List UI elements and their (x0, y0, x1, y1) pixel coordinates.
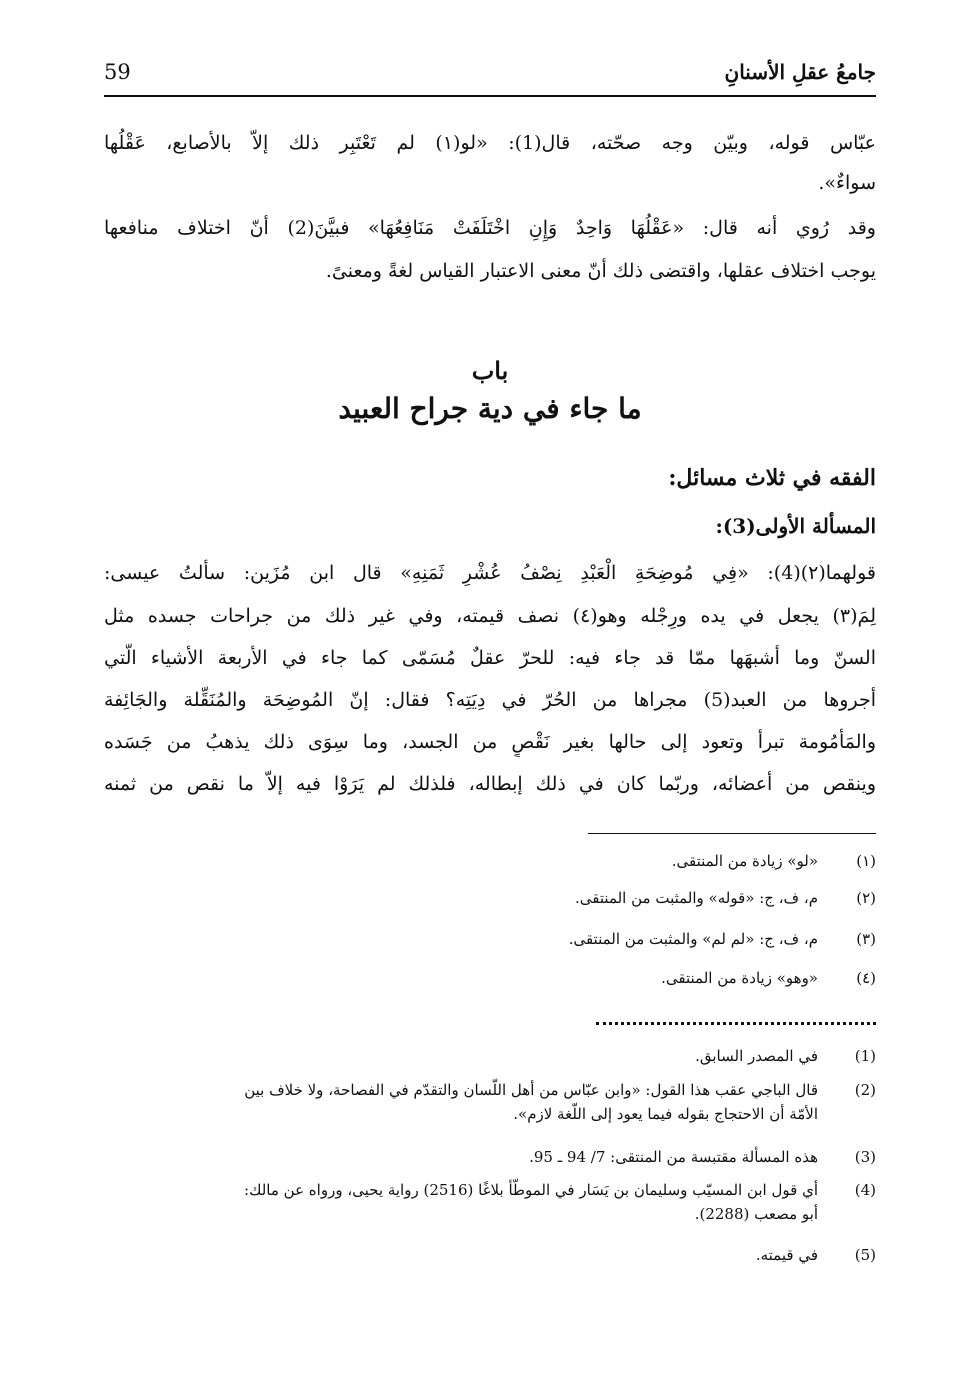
footnote-number: (٢) (856, 889, 876, 907)
footnote-text: في قيمته. (755, 1246, 818, 1264)
footnote-text: أي قول ابن المسيّب وسليمان بن يَسَار في الموطّأ بلاغًا (2516) رواية يحيى، ورواه عن مالك: (244, 1181, 818, 1199)
text-line: وقد رُوي أنه قال: «عَقْلُهَا وَاحِدٌ وَإِنِ اخْتَلَفَتْ مَنَافِعُهَا» فبيَّنَ(2) أنّ اختلاف منافعها (104, 217, 876, 239)
text-line: والمَأْمُومة تبرأ وتعود إلى حالها بغير نَقْصٍ من الجسد، وما سِوَى ذلك يذهبُ من جَسَده (104, 731, 876, 753)
dotted-separator (596, 1022, 876, 1025)
text-line: قولهما(٢)(4): «فِي مُوضِحَةِ الْعَبْدِ نِصْفُ عُشْرِ ثَمَنِهِ» قال ابن مُزَين: سألتُ عيسى: (104, 562, 876, 584)
bab-title: ما جاء في دية جراح العبيد (338, 392, 642, 425)
footnote-item (104, 886, 876, 910)
text-line: لِمَ(٣) يجعل في يده ورِجْله وهو(٤) نصف قيمته، وفي غير ذلك من جراحات جسده مثل (104, 605, 876, 627)
footnote-item (104, 927, 876, 951)
footnote-text: قال الباجي عقب هذا القول: «وابن عبّاس من أهل اللّسان والتقدّم في الفصاحة، ولا خلاف بين (244, 1081, 818, 1099)
footnote-number: (٣) (856, 930, 876, 948)
header-rule (104, 95, 876, 97)
footnote-number: (4) (854, 1181, 876, 1199)
footnote-text: «وهو» زيادة من المنتقى. (661, 969, 818, 987)
text-line: وينقص من أعضائه، وربّما كان في ذلك إبطاله، فلذلك لم يَرَوْا فيه إلاّ ما نقص من ثمنه (104, 773, 876, 795)
footnote-text-continued: أبو مصعب (2288). (694, 1205, 818, 1223)
footnote-number: (٤) (856, 969, 876, 987)
book-title: جامعُ عقلِ الأسنانِ (724, 60, 876, 84)
footnote-number: (١) (856, 852, 876, 870)
footnote-item (104, 1145, 876, 1169)
text-line: السنّ وما أشبهَها ممّا قد جاء فيه: للحرّ عقلٌ مُسَمّى كما جاء في الأربعة الأشياء الّتي (104, 647, 876, 669)
running-header (104, 58, 876, 92)
text-line: سواءٌ». (818, 172, 876, 194)
footnote-item (104, 1078, 876, 1126)
footnote-item (104, 1243, 876, 1267)
footnote-item (104, 1178, 876, 1226)
footnote-text: م، ف، ج: «قوله» والمثبت من المنتقى. (575, 889, 818, 907)
footnote-number: (5) (854, 1246, 876, 1264)
footnote-text: في المصدر السابق. (695, 1047, 818, 1065)
masala-heading: المسألة الأولى(3): (715, 514, 876, 538)
footnote-number: (3) (854, 1148, 876, 1166)
fiqh-heading: الفقه في ثلاث مسائل: (668, 465, 876, 491)
bab-label: باب (471, 356, 509, 385)
footnote-item (104, 1044, 876, 1068)
text-line: عبّاس قوله، وبيّن وجه صحّته، قال(1): «لو(١) لم تَعْتَبِر ذلك إلاّ بالأصابع، عَقْلُها (104, 132, 876, 154)
footnote-item (104, 966, 876, 990)
text-line: أجروها من العبد(5) مجراها من الحُرّ في دِيَتِه؟ فقال: إنّ المُوضِحَة والمُنَقِّلة والجَائِفة (104, 689, 876, 711)
footnote-number: (1) (854, 1047, 876, 1065)
footnote-text: هذه المسألة مقتبسة من المنتقى: 7/ 94 ـ 95. (529, 1148, 818, 1166)
footnote-text-continued: الأمّة أن الاحتجاج بقوله فيما يعود إلى اللّغة لازم». (513, 1105, 818, 1123)
footnote-separator (588, 833, 876, 834)
page-number: 59 (104, 60, 131, 84)
footnote-number: (2) (854, 1081, 876, 1099)
footnote-item (104, 849, 876, 873)
footnote-text: م، ف، ج: «لم لم» والمثبت من المنتقى. (568, 930, 818, 948)
text-line: يوجب اختلاف عقلها، واقتضى ذلك أنّ معنى الاعتبار القياس لغةً ومعنىً. (325, 260, 876, 282)
footnote-text: «لو» زيادة من المنتقى. (671, 852, 818, 870)
